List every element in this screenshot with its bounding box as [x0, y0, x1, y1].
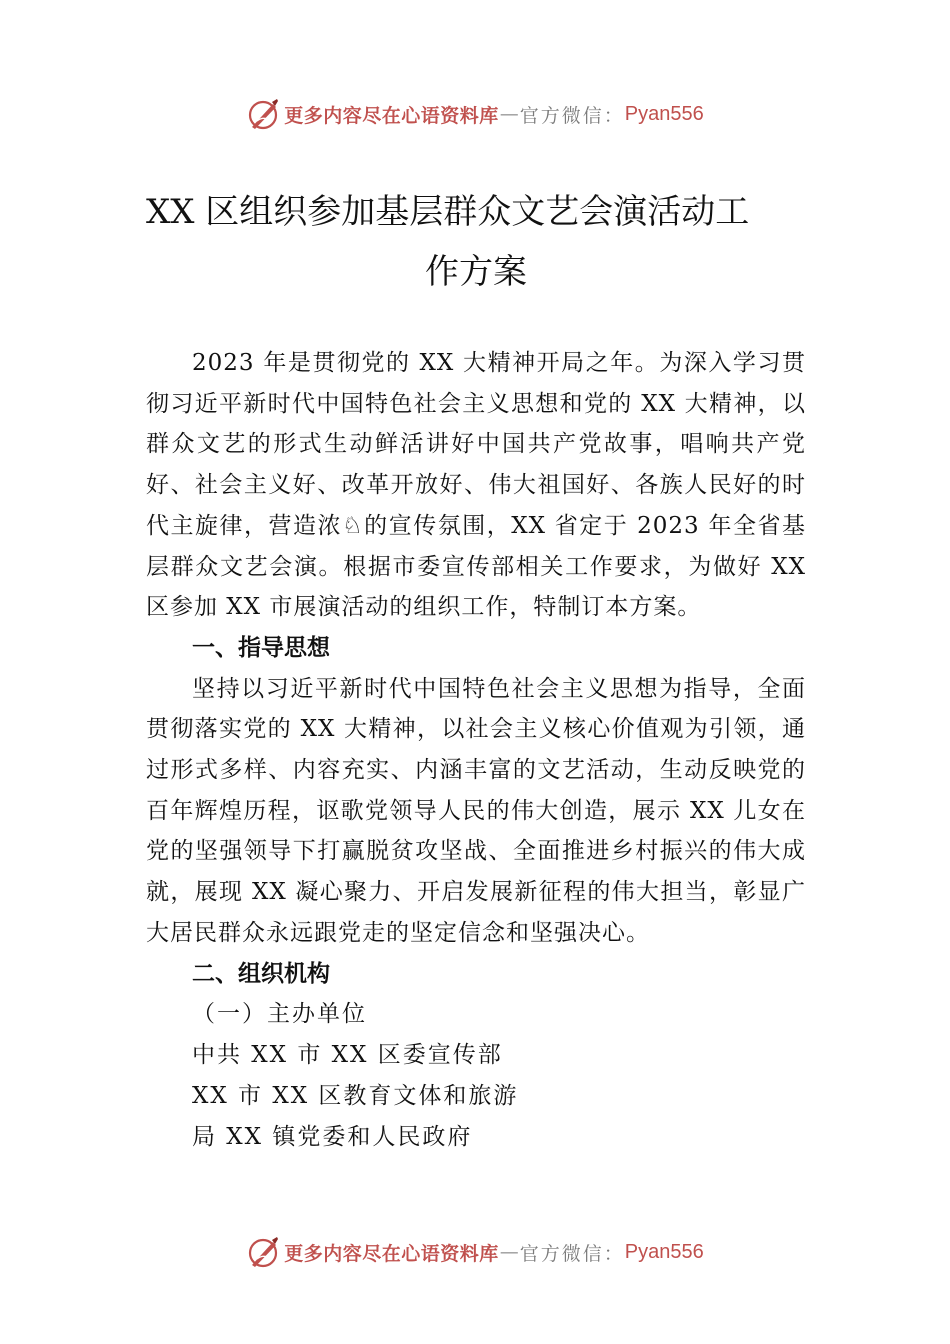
- banner-wechat-id: Pyan556: [624, 102, 704, 125]
- banner-label: 官方微信：: [519, 104, 625, 127]
- document-title-line2: 作方案: [425, 252, 527, 292]
- banner-label: 官方微信：: [519, 1242, 625, 1265]
- banner-separator: —: [499, 103, 519, 125]
- section2-heading: 二、组织机构: [192, 960, 330, 987]
- banner-brand-text: 更多内容尽在心语资料库: [284, 1242, 499, 1265]
- header-banner: [0, 94, 950, 134]
- document-body: [146, 343, 806, 1158]
- section1-heading: 一、指导思想: [192, 634, 330, 661]
- banner-wechat-id: Pyan556: [624, 1240, 704, 1263]
- pen-logo-icon: [246, 97, 280, 131]
- subsection1-heading: （一）主办单位: [192, 1001, 367, 1028]
- banner-brand-text: 更多内容尽在心语资料库: [284, 104, 499, 127]
- footer-banner: [0, 1232, 950, 1272]
- banner-separator: —: [499, 1241, 519, 1263]
- pen-logo-icon: [246, 1235, 280, 1269]
- organizer-line-3: 局 XX 镇党委和人民政府: [192, 1124, 473, 1151]
- section1-paragraph: 坚持以习近平新时代中国特色社会主义思想为指导，全面贯彻落实党的 XX 大精神，以社会主义核心价值观为引领，通过形式多样、内容充实、内涵丰富的文艺活动，生动反映党的百年辉煌历程，讴歌党领导人民的伟大创造，展示 XX 儿女在党的坚强领导下打赢脱贫攻坚战、全面推进乡村振兴的伟大成就，展现 XX 凝心聚力、开启发展新征程的伟大担当，彰显广大居民群众永远跟党走的坚定信念和坚强决心。: [146, 675, 806, 946]
- organizer-line-1: 中共 XX 市 XX 区委宣传部: [192, 1042, 503, 1069]
- document-title-line1: XX 区组织参加基层群众文艺会演活动工: [146, 192, 750, 232]
- organizer-line-2: XX 市 XX 区教育文体和旅游: [192, 1083, 519, 1110]
- intro-paragraph: 2023 年是贯彻党的 XX 大精神开局之年。为深入学习贯彻习近平新时代中国特色社会主义思想和党的 XX 大精神，以群众文艺的形式生动鲜活讲好中国共产党故事，唱响共产党好、社会主义好、改革开放好、伟大祖国好、各族人民好的时代主旋律，营造浓♘的宣传氛围，XX 省定于 2023 年全省基层群众文艺会演。根据市委宣传部相关工作要求，为做好 XX 区参加 XX 市展演活动的组织工作，特制订本方案。: [146, 350, 806, 621]
- document-title: [146, 182, 806, 302]
